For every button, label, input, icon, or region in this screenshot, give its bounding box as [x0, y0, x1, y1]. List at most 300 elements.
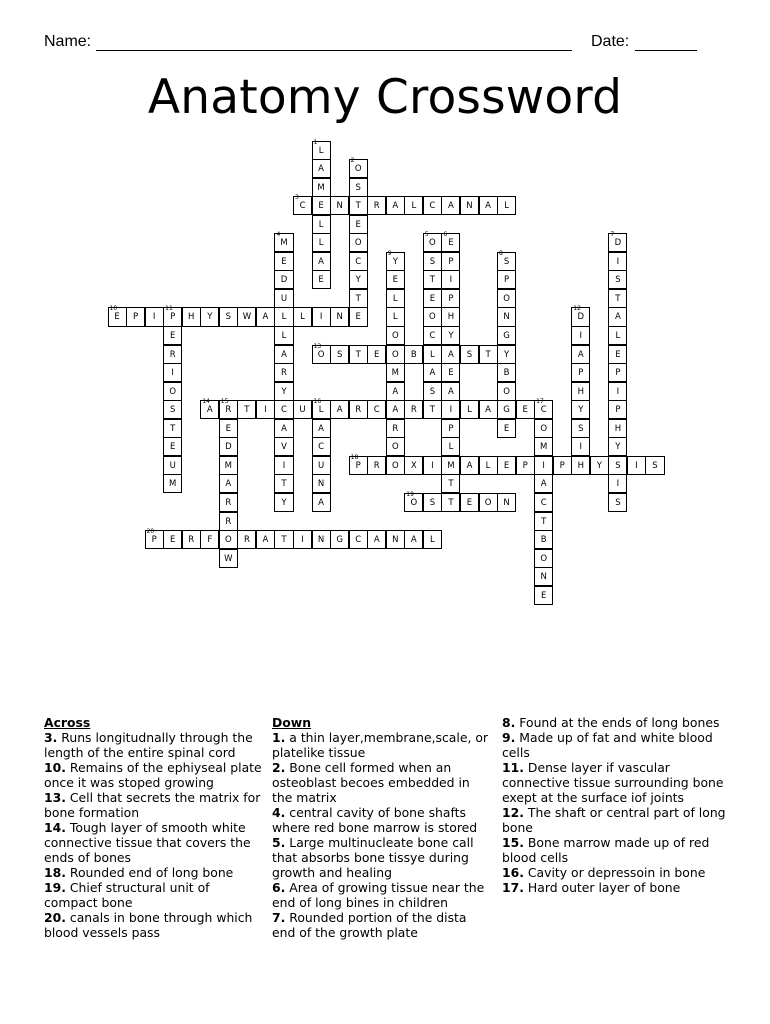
clue-item [44, 880, 262, 910]
grid-cell[interactable] [163, 456, 182, 475]
cell-letter: M [224, 460, 233, 471]
grid-cell[interactable] [163, 437, 182, 456]
clue-number: 16. [502, 865, 524, 880]
clue-number: 4. [272, 805, 286, 820]
grid-cell[interactable] [423, 400, 442, 419]
grid-cell[interactable] [312, 400, 331, 419]
grid-cell[interactable] [349, 196, 368, 215]
grid-cell[interactable] [608, 437, 627, 456]
clue-number: 13 [313, 342, 322, 350]
grid-cell[interactable] [479, 345, 498, 364]
grid-cell[interactable] [386, 249, 405, 271]
clue-text: Rounded portion of the dista end of the growth plate [272, 910, 467, 940]
grid-cell[interactable] [312, 138, 331, 160]
grid-cell[interactable] [608, 233, 627, 252]
grid-cell[interactable] [386, 307, 405, 326]
grid-cell[interactable] [571, 437, 590, 456]
grid-cell[interactable] [219, 456, 238, 475]
clue-text: central cavity of bone shafts where red bone marrow is stored [272, 805, 478, 835]
grid-cell[interactable] [349, 453, 368, 475]
grid-cell[interactable] [293, 400, 312, 419]
cell-letter: R [188, 535, 195, 546]
grid-cell[interactable] [441, 252, 460, 271]
cell-letter: R [225, 497, 232, 508]
grid-cell[interactable] [163, 419, 182, 438]
cell-letter: L [300, 312, 305, 323]
grid-cell[interactable] [312, 252, 331, 271]
grid-cell[interactable] [274, 382, 293, 401]
cell-letter: O [410, 497, 418, 508]
grid-cell[interactable] [312, 270, 331, 289]
date-label: Date: [591, 33, 630, 50]
grid-cell[interactable] [441, 419, 460, 438]
grid-cell[interactable] [367, 345, 386, 364]
grid-cell[interactable] [608, 326, 627, 345]
grid-cell[interactable] [590, 456, 609, 475]
grid-cell[interactable] [219, 474, 238, 493]
grid-cell[interactable] [404, 196, 423, 215]
grid-cell[interactable] [497, 345, 516, 364]
grid-cell[interactable] [256, 530, 275, 549]
grid-cell[interactable] [423, 196, 442, 215]
grid-cell[interactable] [608, 382, 627, 401]
grid-cell[interactable] [386, 363, 405, 382]
grid-cell[interactable] [349, 215, 368, 234]
grid-cell[interactable] [534, 586, 553, 605]
grid-cell[interactable] [423, 307, 442, 326]
grid-cell[interactable] [460, 196, 479, 215]
grid-cell[interactable] [645, 456, 664, 475]
grid-cell[interactable] [163, 363, 182, 382]
cell-letter: T [429, 405, 435, 416]
cell-letter: U [280, 293, 288, 304]
clue-text: Dense layer if vascular connective tissue surrounding bone exept at the surface iof joints [502, 760, 724, 805]
grid-cell[interactable] [608, 289, 627, 308]
grid-cell[interactable] [479, 400, 498, 419]
grid-cell[interactable] [349, 307, 368, 326]
cell-letter: N [540, 572, 547, 583]
cell-letter: P [133, 312, 139, 323]
clue-text: Large multinucleate bone call that absorbs bone tissye during growth and healing [272, 835, 474, 880]
grid-cell[interactable] [274, 456, 293, 475]
cell-letter: E [448, 368, 454, 379]
grid-cell[interactable] [386, 530, 405, 549]
grid-cell[interactable] [274, 270, 293, 289]
grid-cell[interactable] [349, 345, 368, 364]
grid-cell[interactable] [349, 233, 368, 252]
cell-letter: Y [578, 405, 584, 416]
grid-cell[interactable] [441, 493, 460, 512]
grid-cell[interactable] [534, 512, 553, 531]
name-label: Name: [44, 33, 92, 50]
grid-cell[interactable] [145, 530, 164, 549]
grid-cell[interactable] [571, 419, 590, 438]
grid-cell[interactable] [367, 530, 386, 549]
grid-cell[interactable] [219, 493, 238, 512]
cell-letter: C [355, 535, 362, 546]
grid-cell[interactable] [441, 233, 460, 252]
grid-cell[interactable] [219, 437, 238, 456]
cell-letter: A [485, 405, 491, 416]
cell-letter: A [429, 368, 436, 379]
grid-cell[interactable] [423, 382, 442, 401]
grid-cell[interactable] [367, 456, 386, 475]
grid-cell[interactable] [441, 363, 460, 382]
grid-cell[interactable] [274, 252, 293, 271]
grid-cell[interactable] [553, 456, 572, 475]
grid-cell[interactable] [534, 474, 553, 493]
grid-cell[interactable] [219, 512, 238, 531]
grid-cell[interactable] [108, 307, 127, 326]
cell-letter: P [578, 368, 584, 379]
grid-cell[interactable] [479, 493, 498, 512]
cell-letter: T [355, 201, 361, 212]
cell-letter: A [577, 349, 584, 360]
clue-number: 12 [573, 305, 581, 313]
grid-cell[interactable] [404, 530, 423, 549]
grid-cell[interactable] [312, 474, 331, 493]
grid-cell[interactable] [330, 400, 349, 419]
cell-letter: L [281, 312, 287, 323]
grid-cell[interactable] [571, 326, 590, 345]
down-heading: Down [272, 715, 312, 730]
grid-cell[interactable] [423, 363, 442, 382]
grid-cell[interactable] [386, 270, 405, 289]
clue-item [502, 865, 727, 880]
grid-cell[interactable] [571, 363, 590, 382]
grid-cell[interactable] [386, 345, 405, 364]
cell-letter: F [207, 535, 213, 546]
clue-item [502, 805, 727, 835]
grid-cell[interactable] [386, 382, 405, 401]
cell-letter: A [392, 386, 399, 397]
cell-letter: H [614, 423, 622, 434]
grid-cell[interactable] [349, 530, 368, 549]
clue-number: 18 [350, 453, 359, 461]
cell-letter: L [318, 405, 324, 416]
grid-cell[interactable] [312, 530, 331, 549]
grid-cell[interactable] [497, 289, 516, 308]
grid-cell[interactable] [274, 289, 293, 308]
grid-cell[interactable] [497, 270, 516, 289]
grid-cell[interactable] [312, 196, 331, 215]
grid-cell[interactable] [312, 159, 331, 178]
grid-cell[interactable] [293, 307, 312, 326]
grid-cell[interactable] [534, 456, 553, 475]
clue-text: Cavity or depressoin in bone [527, 865, 706, 880]
grid-cell[interactable] [608, 474, 627, 493]
cell-letter: A [336, 405, 343, 416]
grid-cell[interactable] [312, 437, 331, 456]
grid-cell[interactable] [497, 493, 516, 512]
cell-letter: A [448, 201, 454, 212]
grid-cell[interactable] [293, 530, 312, 549]
grid-cell[interactable] [274, 307, 293, 326]
grid-cell[interactable] [219, 419, 238, 438]
grid-cell[interactable] [608, 252, 627, 271]
grid-cell[interactable] [423, 233, 442, 252]
cell-letter: L [615, 331, 621, 341]
grid-cell[interactable] [460, 345, 479, 364]
grid-cell[interactable] [423, 270, 442, 289]
cell-letter: E [281, 256, 287, 267]
grid-cell[interactable] [386, 289, 405, 308]
cell-letter: M [540, 442, 548, 453]
grid-cell[interactable] [312, 307, 331, 326]
grid-cell[interactable] [330, 530, 349, 549]
cell-letter: L [411, 201, 417, 212]
cell-letter: O [503, 386, 510, 397]
grid-cell[interactable] [460, 456, 479, 475]
grid-cell[interactable] [497, 326, 516, 345]
grid-cell[interactable] [256, 400, 275, 419]
grid-cell[interactable] [274, 326, 293, 345]
grid-cell[interactable] [182, 307, 201, 326]
grid-cell[interactable] [349, 289, 368, 308]
grid-cell[interactable] [330, 307, 349, 326]
grid-cell[interactable] [423, 289, 442, 308]
grid-cell[interactable] [497, 249, 516, 271]
grid-cell[interactable] [627, 456, 646, 475]
grid-cell[interactable] [163, 382, 182, 401]
grid-cell[interactable] [200, 530, 219, 549]
cell-letter: D [280, 275, 288, 286]
cell-letter: E [114, 312, 120, 323]
grid-cell[interactable] [497, 456, 516, 475]
cell-letter: M [391, 368, 399, 379]
grid-cell[interactable] [237, 307, 256, 326]
grid-cell[interactable] [312, 215, 331, 234]
cell-letter: E [225, 423, 232, 434]
grid-cell[interactable] [441, 456, 460, 475]
cell-letter: N [503, 312, 510, 323]
grid-cell[interactable] [200, 307, 219, 326]
cell-letter: L [281, 331, 287, 341]
cell-letter: Y [503, 349, 510, 360]
grid-cell[interactable] [219, 530, 238, 549]
grid-cell[interactable] [330, 345, 349, 364]
cell-letter: E [374, 349, 380, 360]
cell-letter: L [318, 219, 324, 230]
grid-cell[interactable] [516, 456, 535, 475]
grid-cell[interactable] [441, 437, 460, 456]
grid-cell[interactable] [163, 530, 182, 549]
grid-cell[interactable] [293, 196, 312, 215]
grid-cell[interactable] [460, 493, 479, 512]
clue-number: 4 [276, 231, 281, 239]
grid-cell[interactable] [497, 382, 516, 401]
grid-cell[interactable] [163, 326, 182, 345]
grid-cell[interactable] [219, 307, 238, 326]
grid-cell[interactable] [534, 493, 553, 512]
grid-cell[interactable] [386, 456, 405, 475]
grid-cell[interactable] [441, 270, 460, 289]
grid-cell[interactable] [274, 400, 293, 419]
cell-letter: R [373, 201, 380, 212]
across-clues [44, 715, 262, 940]
grid-cell[interactable] [163, 345, 182, 364]
grid-cell[interactable] [571, 456, 590, 475]
cell-letter: P [448, 423, 454, 434]
grid-cell[interactable] [534, 567, 553, 586]
grid-cell[interactable] [608, 345, 627, 364]
cell-letter: O [391, 331, 399, 341]
clue-item [272, 805, 490, 835]
clue-number: 12. [502, 805, 524, 820]
grid-cell[interactable] [163, 474, 182, 493]
grid-cell[interactable] [349, 159, 368, 178]
grid-cell[interactable] [219, 549, 238, 568]
grid-cell[interactable] [274, 345, 293, 364]
grid-cell[interactable] [367, 400, 386, 419]
grid-cell[interactable] [386, 326, 405, 345]
grid-cell[interactable] [312, 493, 331, 512]
grid-cell[interactable] [145, 307, 164, 326]
grid-cell[interactable] [274, 530, 293, 549]
grid-cell[interactable] [608, 493, 627, 512]
grid-cell[interactable] [386, 400, 405, 419]
grid-cell[interactable] [516, 400, 535, 419]
grid-cell[interactable] [349, 400, 368, 419]
grid-cell[interactable] [404, 456, 423, 475]
grid-cell[interactable] [349, 178, 368, 197]
grid-cell[interactable] [497, 400, 516, 419]
grid-cell[interactable] [608, 270, 627, 289]
grid-cell[interactable] [330, 196, 349, 215]
grid-cell[interactable] [200, 400, 219, 419]
clue-item [502, 730, 727, 760]
grid-cell[interactable] [479, 456, 498, 475]
grid-cell[interactable] [404, 400, 423, 419]
cell-letter: A [225, 479, 232, 490]
grid-cell[interactable] [274, 363, 293, 382]
grid-cell[interactable] [608, 456, 627, 475]
cell-letter: P [522, 460, 528, 471]
grid-cell[interactable] [349, 252, 368, 271]
grid-cell[interactable] [534, 549, 553, 568]
grid-cell[interactable] [182, 530, 201, 549]
grid-cell[interactable] [386, 419, 405, 438]
grid-cell[interactable] [404, 490, 423, 512]
cell-letter: N [336, 201, 343, 212]
clue-text: Hard outer layer of bone [527, 880, 681, 895]
clue-text: Bone marrow made up of red blood cells [502, 835, 710, 865]
grid-cell[interactable] [571, 400, 590, 419]
grid-cell[interactable] [460, 400, 479, 419]
grid-cell[interactable] [571, 345, 590, 364]
grid-cell[interactable] [163, 307, 182, 326]
clue-item [272, 880, 490, 910]
grid-cell[interactable] [441, 345, 460, 364]
cell-letter: A [318, 256, 324, 267]
cell-letter: E [355, 312, 361, 323]
grid-cell[interactable] [608, 307, 627, 326]
cell-letter: S [336, 349, 343, 360]
grid-cell[interactable] [441, 400, 460, 419]
clue-number: 6 [443, 231, 448, 239]
cell-letter: E [170, 442, 176, 453]
grid-cell[interactable] [312, 456, 331, 475]
grid-cell[interactable] [479, 196, 498, 215]
grid-cell[interactable] [441, 382, 460, 401]
grid-cell[interactable] [163, 400, 182, 419]
grid-cell[interactable] [312, 233, 331, 252]
cell-letter: U [299, 405, 306, 416]
grid-cell[interactable] [256, 307, 275, 326]
grid-cell[interactable] [312, 178, 331, 197]
clue-item [272, 910, 490, 940]
grid-cell[interactable] [423, 326, 442, 345]
grid-cell[interactable] [237, 530, 256, 549]
grid-cell[interactable] [441, 474, 460, 493]
clue-item [502, 760, 727, 805]
grid-cell[interactable] [534, 437, 553, 456]
grid-cell[interactable] [386, 437, 405, 456]
grid-cell[interactable] [534, 530, 553, 549]
grid-cell[interactable] [534, 400, 553, 419]
grid-cell[interactable] [126, 307, 145, 326]
cell-letter: S [429, 386, 436, 397]
grid-cell[interactable] [497, 419, 516, 438]
grid-cell[interactable] [423, 530, 442, 549]
cell-letter: N [336, 312, 343, 323]
grid-cell[interactable] [423, 252, 442, 271]
clue-text: Rounded end of long bone [69, 865, 234, 880]
clue-number: 3. [44, 730, 58, 745]
grid-cell[interactable] [441, 326, 460, 345]
grid-cell[interactable] [274, 233, 293, 252]
grid-cell[interactable] [423, 345, 442, 364]
grid-cell[interactable] [312, 342, 331, 364]
clue-number: 10. [44, 760, 66, 775]
clue-item [502, 715, 727, 730]
grid-cell[interactable] [219, 400, 238, 419]
grid-cell[interactable] [608, 400, 627, 419]
grid-cell[interactable] [312, 419, 331, 438]
grid-cell[interactable] [237, 400, 256, 419]
cell-letter: O [391, 442, 399, 453]
grid-cell[interactable] [441, 196, 460, 215]
grid-cell[interactable] [441, 307, 460, 326]
grid-cell[interactable] [497, 196, 516, 215]
grid-cell[interactable] [608, 363, 627, 382]
grid-cell[interactable] [274, 474, 293, 493]
grid-cell[interactable] [441, 289, 460, 308]
grid-cell[interactable] [274, 437, 293, 456]
cell-letter: Y [448, 331, 454, 341]
grid-cell[interactable] [404, 345, 423, 364]
grid-cell[interactable] [497, 307, 516, 326]
grid-cell[interactable] [274, 493, 293, 512]
cell-letter: E [448, 238, 454, 249]
grid-cell[interactable] [423, 493, 442, 512]
grid-cell[interactable] [386, 196, 405, 215]
cell-letter: O [354, 164, 362, 175]
cell-letter: A [262, 312, 269, 323]
down-clues-continued [502, 715, 727, 895]
grid-cell[interactable] [571, 382, 590, 401]
cell-letter: L [318, 145, 324, 156]
grid-cell[interactable] [608, 419, 627, 438]
grid-cell[interactable] [423, 456, 442, 475]
grid-cell[interactable] [349, 270, 368, 289]
grid-cell[interactable] [497, 363, 516, 382]
grid-cell[interactable] [367, 196, 386, 215]
grid-cell[interactable] [571, 307, 590, 326]
grid-cell[interactable] [274, 419, 293, 438]
clue-number: 5. [272, 835, 286, 850]
grid-cell[interactable] [534, 419, 553, 438]
